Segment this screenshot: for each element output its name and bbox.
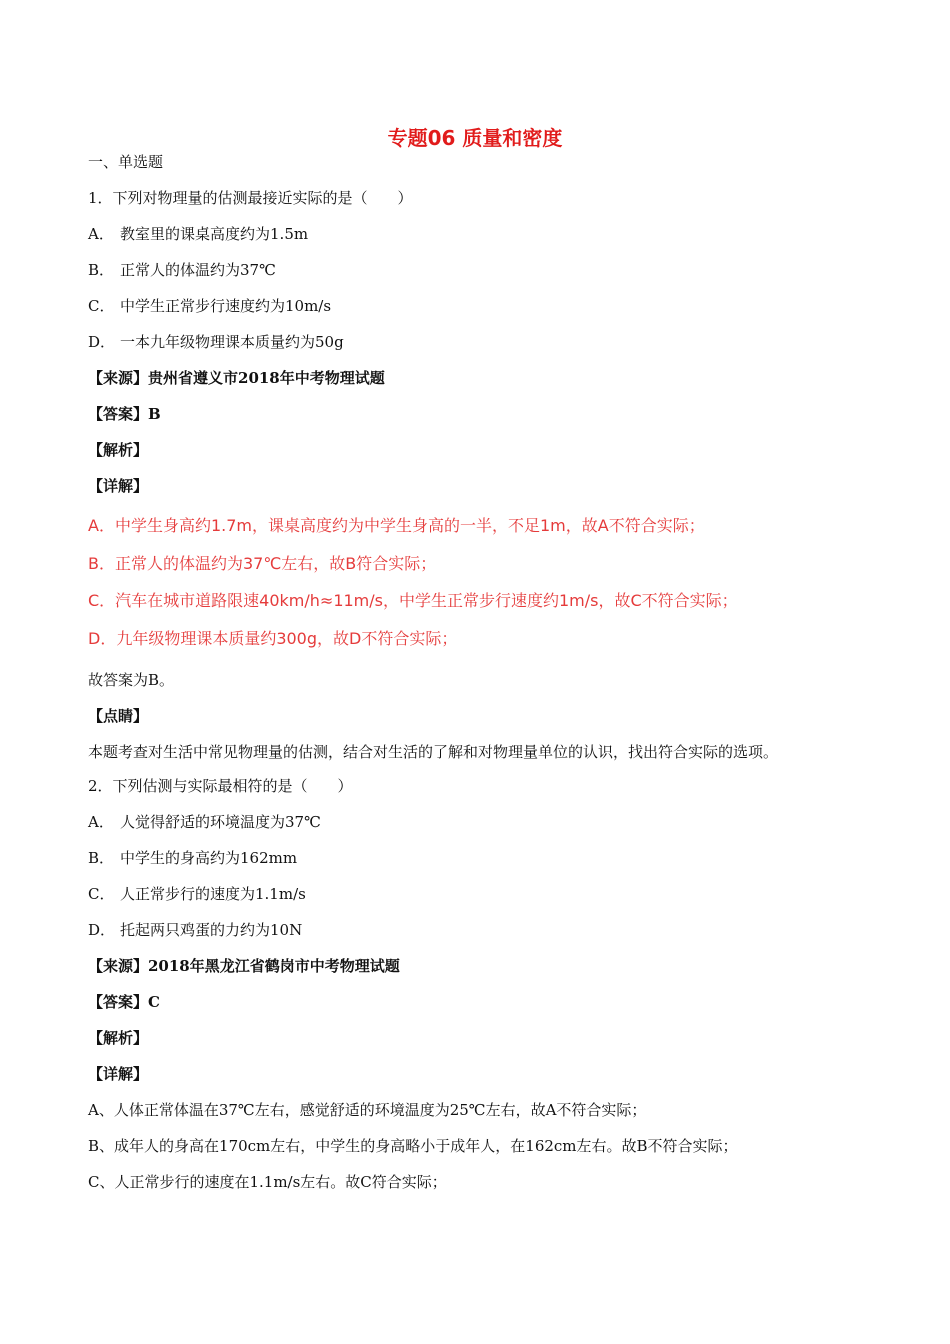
question-2-option-a xyxy=(88,812,321,832)
option-text: 中学生正常步行速度约为10m/s xyxy=(120,297,332,315)
option-text: 教室里的课桌高度约为1.5m xyxy=(120,225,309,243)
option-letter: C． xyxy=(88,885,115,903)
question-1-conclusion: 故答案为B。 xyxy=(88,671,175,689)
question-1-option-b xyxy=(88,260,276,280)
option-letter: B． xyxy=(88,849,115,867)
question-1-detail-line: A．中学生身高约1.7m，课桌高度约为中学生身高的一半，不足1m，故A不符合实际； xyxy=(88,516,705,535)
option-text: 中学生的身高约为162mm xyxy=(120,849,298,867)
option-letter: A． xyxy=(88,813,114,831)
question-2-answer: 【答案】C xyxy=(88,993,160,1011)
question-2-detail-line: A、人体正常体温在37℃左右，感觉舒适的环境温度为25℃左右，故A不符合实际； xyxy=(88,1101,647,1119)
question-1-comment-heading: 【点睛】 xyxy=(88,707,149,725)
option-letter: A． xyxy=(88,225,114,243)
question-2-option-d xyxy=(88,920,302,940)
page-title: 专题06 质量和密度 xyxy=(387,126,563,150)
question-2-stem: 2．下列估测与实际最相符的是（ ） xyxy=(88,777,353,795)
question-2-option-b xyxy=(88,848,297,868)
question-2-analysis-heading: 【解析】 xyxy=(88,1029,149,1047)
question-1-stem: 1．下列对物理量的估测最接近实际的是（ ） xyxy=(88,189,413,207)
question-1-option-a xyxy=(88,224,308,244)
section-heading: 一、单选题 xyxy=(88,153,164,171)
question-1-answer: 【答案】B xyxy=(88,405,161,423)
question-1-detail-line: D．九年级物理课本质量约300g，故D不符合实际； xyxy=(88,629,458,648)
option-letter: D． xyxy=(88,333,116,351)
question-2-option-c xyxy=(88,884,306,904)
option-letter: B． xyxy=(88,261,115,279)
question-1-comment: 本题考查对生活中常见物理量的估测，结合对生活的了解和对物理量单位的认识，找出符合实际的选项。 xyxy=(88,743,779,761)
question-1-source: 【来源】贵州省遵义市2018年中考物理试题 xyxy=(88,369,385,387)
option-text: 托起两只鸡蛋的力约为10N xyxy=(120,921,303,939)
question-1-option-d xyxy=(88,332,344,352)
question-1-detail-line: B．正常人的体温约为37℃左右，故B符合实际； xyxy=(88,554,437,573)
question-2-detail-line: B、成年人的身高在170cm左右，中学生的身高略小于成年人，在162cm左右。故B不符合实际； xyxy=(88,1137,738,1155)
question-1-analysis-heading: 【解析】 xyxy=(88,441,149,459)
question-1-detail-line: C．汽车在城市道路限速40km/h≈11m/s，中学生正常步行速度约1m/s，故C不符合实际； xyxy=(88,591,738,610)
option-letter: D． xyxy=(88,921,116,939)
option-text: 一本九年级物理课本质量约为50g xyxy=(120,333,344,351)
question-1-detail-heading: 【详解】 xyxy=(88,477,149,495)
option-letter: C． xyxy=(88,297,115,315)
question-1-option-c xyxy=(88,296,331,316)
option-text: 人觉得舒适的环境温度为37℃ xyxy=(120,813,321,831)
option-text: 正常人的体温约为37℃ xyxy=(120,261,276,279)
question-2-detail-line: C、人正常步行的速度在1.1m/s左右。故C符合实际； xyxy=(88,1173,447,1191)
question-2-source: 【来源】2018年黑龙江省鹤岗市中考物理试题 xyxy=(88,957,400,975)
option-text: 人正常步行的速度为1.1m/s xyxy=(120,885,306,903)
question-2-detail-heading: 【详解】 xyxy=(88,1065,149,1083)
